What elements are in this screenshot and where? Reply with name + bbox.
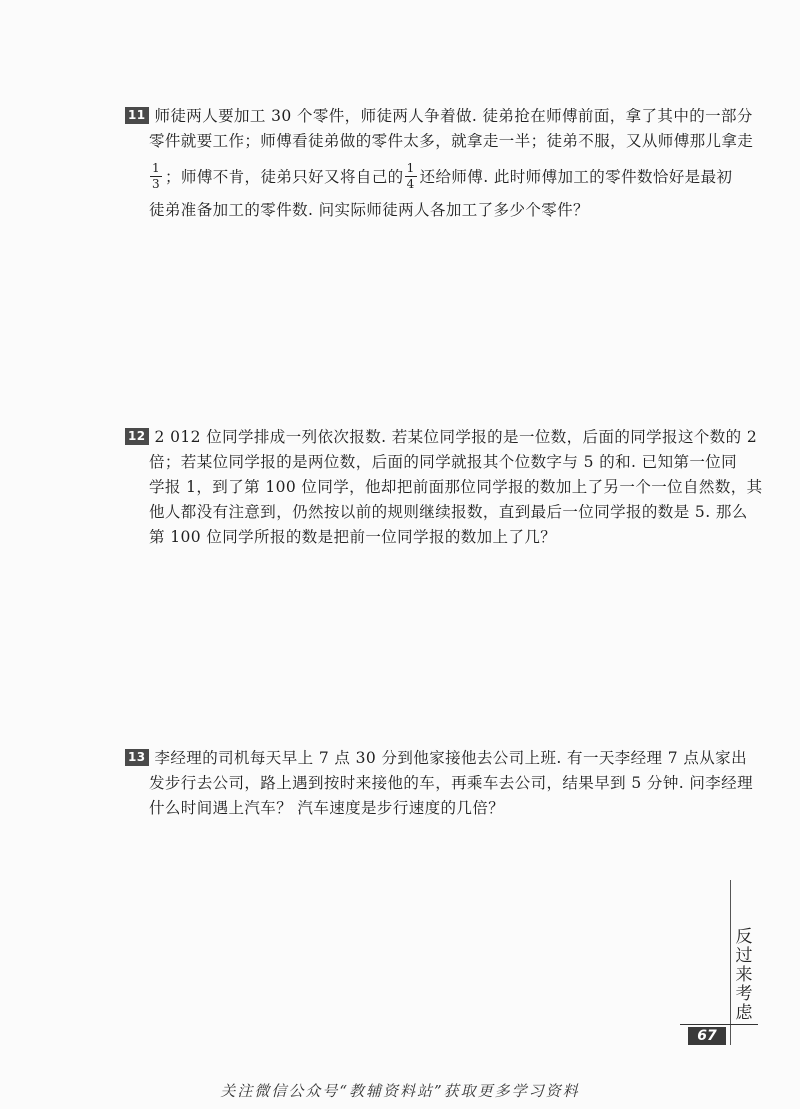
- problem-number-badge: 11: [125, 107, 149, 124]
- problem-number-badge: 13: [125, 749, 149, 766]
- problem-text: 李经理的司机每天早上 7 点 30 分到他家接他去公司上班. 有一天李经理 7 点从家出: [154, 749, 747, 767]
- fraction-denominator: 4: [406, 176, 415, 191]
- problem-text: 学报 1，到了第 100 位同学，他却把前面那位同学报的数加上了另一个一位自然数，其: [149, 478, 763, 496]
- problem-text: 师徒两人要加工 30 个零件，师徒两人争着做. 徒弟抢在师傅前面，拿了其中的一部分: [154, 107, 753, 125]
- fraction-numerator: 1: [406, 160, 415, 175]
- fraction-numerator: 1: [152, 160, 161, 175]
- problem-11-line-1: [125, 104, 753, 129]
- page-number-rule: [680, 1024, 758, 1025]
- problem-13-line-3: [125, 796, 730, 821]
- page-number: 67: [688, 1027, 726, 1045]
- problem-text: 第 100 位同学所报的数是把前一位同学报的数加上了几？: [149, 528, 557, 546]
- problem-text: 还给师傅. 此时师傅加工的零件数恰好是最初: [419, 168, 733, 186]
- problem-12-line-5: [125, 525, 730, 550]
- fraction-one-third: [150, 162, 162, 191]
- problem-text: 他人都没有注意到，仍然按以前的规则继续报数，直到最后一位同学报的数是 5. 那么: [149, 503, 748, 521]
- problem-12-line-1: [125, 425, 758, 450]
- problem-text: ；师傅不肯，徒弟只好又将自己的: [165, 168, 404, 186]
- chapter-side-label: 反过来考虑: [735, 927, 753, 1023]
- problem-12-line-4: [125, 500, 748, 525]
- fraction-one-quarter: [405, 162, 417, 191]
- problem-13: [125, 746, 753, 821]
- fraction-denominator: 3: [152, 176, 161, 191]
- problem-11-line-3: [125, 154, 733, 198]
- problem-text: 2 012 位同学排成一列依次报数. 若某位同学报的是一位数，后面的同学报这个数的 2: [154, 428, 758, 446]
- problem-text: 发步行去公司，路上遇到按时来接他的车，再乘车去公司，结果早到 5 分钟. 问李经理: [149, 774, 753, 792]
- problem-text: 倍；若某位同学报的是两位数，后面的同学就报其个位数字与 5 的和. 已知第一位同: [149, 453, 738, 471]
- footer-watermark-text: 关注微信公众号“教辅资料站”获取更多学习资料: [220, 1082, 580, 1100]
- problem-12-line-2: [125, 450, 738, 475]
- problem-11-line-2: [125, 129, 754, 154]
- problem-number-badge: 12: [125, 428, 149, 445]
- problem-13-line-1: [125, 746, 747, 771]
- side-divider: [730, 880, 731, 1045]
- problem-11: [125, 104, 754, 223]
- problem-12: [125, 425, 763, 550]
- problem-13-line-2: [125, 771, 753, 796]
- problem-text: 徒弟准备加工的零件数. 问实际师徒两人各加工了多少个零件？: [149, 201, 589, 219]
- problem-text: 零件就要工作；师傅看徒弟做的零件太多，就拿走一半；徒弟不服，又从师傅那儿拿走: [149, 132, 754, 150]
- problem-11-line-4: [125, 198, 730, 223]
- problem-text: 什么时间遇上汽车？ 汽车速度是步行速度的几倍？: [149, 799, 505, 817]
- problem-12-line-3: [125, 475, 763, 500]
